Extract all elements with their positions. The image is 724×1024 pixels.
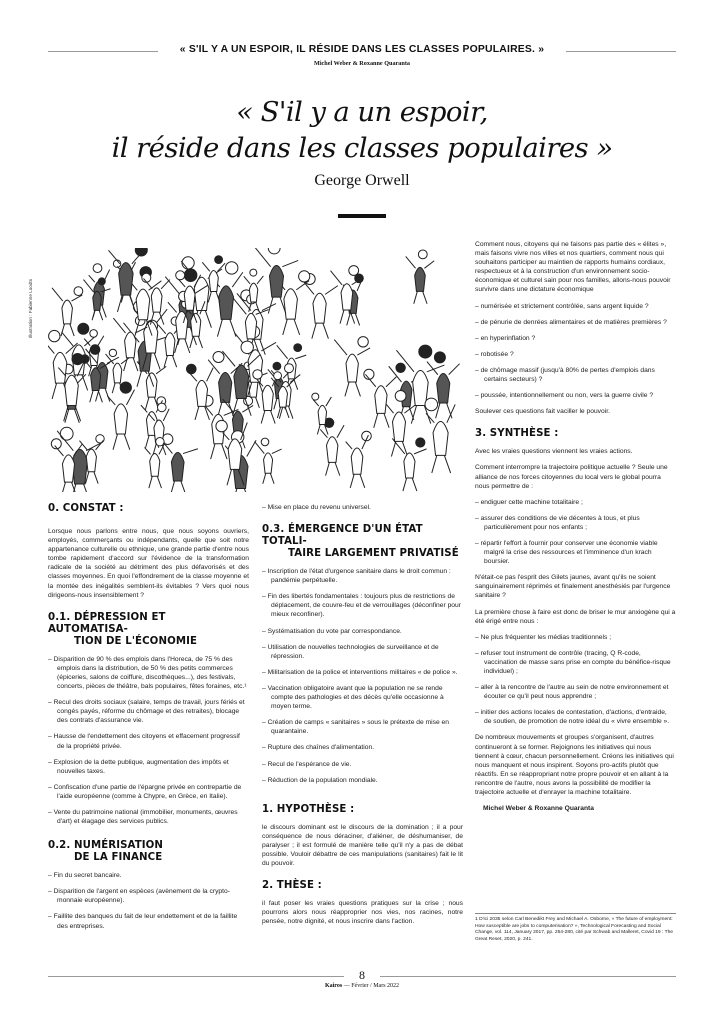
- headline-divider: [338, 214, 386, 218]
- magazine-name: Kairos: [324, 983, 343, 989]
- crowd-stroke: [273, 362, 281, 370]
- crowd-stroke: [313, 400, 319, 406]
- crowd-stroke: [335, 462, 340, 475]
- crowd-stroke: [135, 248, 147, 256]
- crowd-stroke: [120, 382, 131, 393]
- crowd-stroke: [271, 411, 276, 424]
- list-item: – Utilisation de nouvelles technologies de surveillance et de répression.: [262, 643, 439, 660]
- crowd-stroke: [418, 250, 427, 259]
- list-item: – poussée, intentionnellement ou non, vers la guerre civile ?: [475, 392, 654, 400]
- crowd-stroke: [113, 318, 125, 333]
- crowd-stroke: [183, 449, 198, 454]
- crowd-stroke: [406, 256, 416, 268]
- crowd-stroke: [444, 455, 450, 473]
- crowd-stroke: [437, 374, 450, 403]
- crowd-stroke: [247, 440, 256, 456]
- crowd-stroke: [415, 267, 426, 291]
- crowd-stroke: [74, 287, 83, 296]
- crowd-stroke: [250, 269, 257, 276]
- crowd-stroke: [96, 435, 104, 443]
- crowd-stroke: [403, 478, 407, 491]
- list-item: – Fin des libertés fondamentales : toujours plus de restrictions de déplacement, de couvre-feu et de verrouillages (déconfiner pour mieux reconfiner).: [262, 593, 461, 619]
- crowd-stroke: [124, 434, 130, 450]
- crowd-stroke: [144, 321, 158, 353]
- crowd-stroke: [323, 323, 329, 338]
- crowd-stroke: [156, 366, 166, 373]
- crowd-stroke: [133, 358, 138, 371]
- crowd-stroke: [90, 345, 100, 355]
- kicker-authors: Michel Weber & Roxanne Quaranta: [313, 60, 411, 67]
- heading-depression: [48, 612, 249, 648]
- crowd-stroke: [374, 413, 378, 427]
- crowd-stroke: [327, 437, 338, 463]
- crowd-stroke: [416, 438, 425, 447]
- crowd-stroke: [172, 355, 176, 367]
- list-numerisation: [48, 871, 249, 937]
- list-item: – Vente du patrimoine national (immobilier, monuments, œuvres d'art) et élagage des services publics.: [48, 808, 238, 826]
- crowd-stroke: [227, 469, 232, 485]
- list-item: – en hyperinflation ?: [475, 334, 536, 342]
- list-item: – répartir l'effort à fournir pour conserver une économie viable malgré la crise des ressources et l'imminence d'un krach boursier.: [475, 539, 658, 566]
- crowd-stroke: [84, 484, 90, 492]
- crowd-stroke: [384, 413, 389, 427]
- crowd-stroke: [146, 373, 157, 397]
- crowd-stroke: [191, 313, 201, 336]
- heading-numerisation-line-2: DE LA FINANCE: [74, 852, 163, 864]
- crowd-stroke: [413, 371, 429, 406]
- list-item: – de chômage massif (jusqu'à 80% de pertes d'emplois dans certains secteurs) ?: [475, 366, 655, 384]
- list-item: – Disparition de 90 % des emplois dans l'Horeca, de 75 % des emplois dans la distribution, de 50 % des petits commerces (épiceries, salons de coiffure, discothèques...), des festivals, concerts, pièces de théâtre, bals populaires, fêtes foraines, etc.¹: [48, 655, 247, 691]
- crowd-stroke: [295, 355, 306, 359]
- heading-constat: 0. CONSTAT :: [48, 503, 124, 514]
- crowd-stroke: [149, 476, 152, 488]
- heading-depression-line-2: TION DE L'ÉCONOMIE: [74, 635, 198, 647]
- crowd-stroke: [244, 276, 250, 283]
- crowd-stroke: [318, 405, 327, 424]
- crowd-stroke: [262, 385, 273, 410]
- crowd-stroke: [136, 289, 150, 320]
- crowd-stroke: [151, 288, 162, 312]
- crowd-stroke: [91, 368, 101, 391]
- crowd-stroke: [114, 404, 127, 434]
- list-item: – aller à la rencontre de l'autre au sein de notre environnement et écouter ce qu'il peut nous apprendre ;: [475, 684, 669, 701]
- crowd-stroke: [427, 365, 445, 372]
- crowd-stroke: [414, 449, 427, 454]
- crowd-stroke: [179, 279, 186, 287]
- headline-line-1: « S'il y a un espoir,: [236, 96, 488, 128]
- crowd-stroke: [232, 489, 237, 492]
- crowd-stroke: [86, 449, 96, 472]
- synthese-paragraph-1: Avec les vraies questions viennent les vraies actions.: [475, 448, 633, 456]
- crowd-stroke: [137, 371, 141, 387]
- column-2: [262, 503, 463, 926]
- list-item: – refuser tout instrument de contrôle (tracing, Q R-code, vaccination de masse sans prise en compte du bénéfice-risque individuel) ;: [475, 649, 671, 675]
- crowd-stroke: [89, 275, 95, 282]
- crowd-stroke: [419, 345, 432, 358]
- crowd-stroke: [187, 364, 197, 374]
- these-paragraph: il faut poser les vraies questions pratiques sur la crise ; nous pourrons alors nous réapproprier nos vies, nos racines, notre pensée, notre dignité, et nous inscrire dans l'action.: [262, 900, 463, 926]
- crowd-stroke: [392, 412, 405, 441]
- crowd-stroke: [219, 373, 232, 403]
- heading-synthese: 3. SYNTHÈSE :: [475, 428, 559, 440]
- crowd-stroke: [391, 441, 395, 456]
- crowd-stroke: [113, 434, 117, 450]
- column-3: [475, 240, 676, 813]
- synthese-paragraph-5: De nombreux mouvements et groupes s'organisent, d'autres continueront à se former. Rejoignons les initiatives qui nous tiennent à cœur, chacun personnellement. Créons les initiatives qui nous manquent et nous inspirent. Soyons pro-actifs plutôt que réactifs. En se réappropriant notre propre pouvoir et en allant à la rencontre de l'autre, nous avons la possibilité de modifier la trajectoire actuelle et d'enrayer la machine totalitaire.: [475, 734, 674, 797]
- crowd-stroke: [274, 398, 277, 409]
- crowd-stroke: [228, 439, 242, 470]
- crowd-stroke: [350, 474, 354, 488]
- heading-etat-totalitaire: [262, 524, 463, 560]
- crowd-stroke: [263, 473, 266, 484]
- list-item: – Rupture des chaînes d'alimentation.: [262, 744, 375, 752]
- crowd-stroke: [158, 403, 167, 412]
- crowd-stroke: [99, 310, 103, 320]
- crowd-stroke: [357, 348, 370, 355]
- list-item: – Réduction de la population mondiale.: [262, 776, 378, 784]
- crowd-stroke: [62, 332, 74, 346]
- hypothese-paragraph: le discours dominant est le discours de la domination ; il a pour conséquence de nous déraciner, d'aliéner, de déshumaniser, de paralyser ; il est formulé de manière telle qu'il n'y a pas de débat possible. Vouloir débattre de ces manipulations (sanitaires) fait le lit du pouvoir.: [262, 823, 463, 868]
- crowd-stroke: [222, 444, 227, 459]
- crowd-stroke: [62, 455, 74, 482]
- heading-hypothese: 1. HYPOTHÈSE :: [262, 803, 355, 815]
- crowd-stroke: [61, 482, 65, 492]
- crowd-stroke: [171, 452, 184, 481]
- synthese-paragraph-3: N'était-ce pas l'esprit des Gilets jaunes, avant qu'ils ne soient sanguinairement réprimés et finalement anesthésiés par l'urgence sanitaire ?: [475, 574, 671, 600]
- list-item: – de pénurie de denrées alimentaires et de matières premières ?: [475, 318, 667, 326]
- list-item: – Vaccination obligatoire avant que la population ne se rende compte des pathologies et des décès qu'elle occasionne à moyen terme.: [262, 684, 444, 711]
- list-item: – initier des actions locales de contestation, d'actions, d'entraide, de soutien, de promotion de notre idéal du « vivre ensemble ».: [475, 709, 670, 726]
- column-1: [48, 503, 249, 938]
- crowd-stroke: [230, 319, 236, 336]
- crowd-stroke: [277, 345, 288, 358]
- crowd-stroke: [98, 278, 105, 285]
- crowd-stroke: [145, 397, 149, 410]
- crowd-stroke: [299, 271, 310, 282]
- crowd-stroke: [285, 364, 294, 373]
- article-headline: [0, 94, 724, 166]
- crowd-stroke: [244, 489, 250, 492]
- crowd-stroke: [60, 427, 73, 440]
- list-item: – assurer des conditions de vie décentes à tous, et plus particulièrement pour nos enfants ;: [475, 514, 640, 531]
- crowd-stroke: [360, 474, 365, 488]
- crowd-stroke: [185, 339, 190, 353]
- crowd-stroke: [412, 478, 417, 491]
- heading-depression-line-1: 0.1. DÉPRESSION ET AUTOMATISA-: [48, 611, 166, 635]
- list-item: – Fin du secret bancaire.: [48, 872, 122, 880]
- crowd-stroke: [257, 276, 263, 284]
- crowd-stroke: [78, 323, 89, 334]
- crowd-stroke: [105, 388, 110, 401]
- intro-paragraph: Comment nous, citoyens qui ne faisons pas partie des « élites », mais faisons vivre nos villes et nos quartiers, comment nous qui souhaitons participer au maintien de rapports humains cordiaux, respectueux et à la construction d'un environnement socio-économique et culturel sain pour nos familles, allons-nous pouvoir survivre dans une dictature économique: [475, 241, 671, 294]
- list-item: – Militarisation de la police et interventions militaires « de police ».: [262, 668, 458, 676]
- crowd-stroke: [346, 442, 353, 449]
- crowd-stroke: [62, 300, 73, 324]
- crowd-stroke: [154, 353, 160, 369]
- crowd-stroke: [245, 313, 256, 338]
- crowd-stroke: [119, 263, 133, 296]
- questions-outro: Soulever ces questions fait vaciller le pouvoir.: [475, 408, 610, 416]
- headline-line-2: il réside dans les classes populaires »: [111, 132, 613, 164]
- crowd-stroke: [294, 319, 300, 335]
- crowd-stroke: [211, 444, 215, 459]
- crowd-stroke: [255, 248, 271, 267]
- crowd-stroke: [124, 358, 128, 371]
- crowd-stroke: [109, 349, 116, 356]
- crowd-stroke: [184, 286, 195, 310]
- crowd-stroke: [90, 330, 98, 338]
- crowd-stroke: [404, 453, 415, 478]
- footnote-rule: [475, 913, 676, 914]
- crowd-illustration: [48, 248, 466, 492]
- crowd-stroke: [326, 462, 330, 475]
- list-actions: [475, 633, 676, 734]
- list-item: – Ne plus fréquenter les médias traditionnels ;: [475, 633, 612, 641]
- crowd-stroke: [121, 358, 129, 364]
- crowd-stroke: [260, 339, 266, 354]
- crowd-stroke: [182, 257, 194, 269]
- crowd-stroke: [218, 263, 226, 271]
- crowd-stroke: [355, 313, 359, 325]
- crowd-stroke: [347, 313, 350, 325]
- crowd-stroke: [52, 288, 63, 301]
- crowd-stroke: [317, 424, 320, 434]
- crowd-stroke: [219, 286, 234, 319]
- crowd-stroke: [215, 256, 223, 264]
- quote-author: George Orwell: [314, 172, 410, 189]
- crowd-stroke: [79, 441, 87, 450]
- crowd-stroke: [176, 271, 185, 280]
- crowd-stroke: [207, 368, 214, 382]
- crowd-stroke: [150, 454, 160, 477]
- crowd-stroke: [98, 390, 102, 402]
- crowd-stroke: [181, 481, 186, 492]
- crowd-stroke: [249, 283, 257, 302]
- crowd-stroke: [294, 379, 298, 390]
- crowd-stroke: [346, 354, 358, 382]
- crowd-stroke: [253, 370, 262, 379]
- crowd-stroke: [98, 336, 104, 346]
- crowd-stroke: [83, 280, 93, 292]
- crowd-stroke: [164, 355, 167, 367]
- list-item: – Disparition de l'argent en espèces (avènement de la crypto-monnaie européenne).: [48, 888, 230, 905]
- crowd-stroke: [261, 342, 276, 350]
- crowd-stroke: [375, 386, 387, 414]
- issue-info: [0, 983, 724, 989]
- heading-etat-line-2: TAIRE LARGEMENT PRIVATISÉ: [288, 548, 459, 560]
- list-etat-totalitaire: [262, 567, 463, 792]
- kicker-row: [48, 44, 676, 58]
- list-item: – Hausse de l'endettement des citoyens et effacement progressif de la propriété privée.: [48, 733, 240, 750]
- crowd-stroke: [270, 473, 274, 484]
- crowd-stroke: [92, 310, 95, 320]
- list-item: – numérisée et strictement contrôlée, sans argent liquide ?: [475, 302, 649, 310]
- crowd-stroke: [282, 260, 298, 266]
- crowd-stroke: [434, 352, 445, 363]
- list-item: – Faillite des banques du fait de leur endettement et de la faillite des entreprises.: [48, 913, 238, 930]
- crowd-stroke: [283, 319, 288, 335]
- crowd-stroke: [65, 375, 78, 405]
- list-item: – robotisée ?: [475, 350, 514, 358]
- signature: Michel Weber & Roxanne Quaranta: [483, 805, 594, 813]
- issue-date: — Février / Mars 2022: [342, 983, 400, 989]
- crowd-stroke: [93, 291, 101, 310]
- crowd-stroke: [341, 284, 353, 310]
- crowd-stroke: [112, 383, 115, 393]
- synthese-paragraph-4: La première chose à faire est donc de briser le mur anxiogène qui a été érigé entre nous :: [475, 608, 676, 625]
- crowd-stroke: [425, 398, 438, 411]
- crowd-stroke: [285, 407, 289, 418]
- crowd-stroke: [226, 262, 238, 274]
- crowd-stroke: [447, 403, 452, 418]
- list-depression: [48, 655, 249, 833]
- crowd-stroke: [146, 435, 150, 447]
- crowd-stroke: [423, 291, 427, 303]
- constat-paragraph: Lorsque nous parlons entre nous, que nous soyons ouvriers, employés, commerçants ou indépendants, quelle que soit notre appartenance culturelle ou ethnique, une grande partie d'entre nous tombe rapidement d'accord sur l'évidence de la transformation radicale de la société au détriment des plus défavorisés et des classes moyennes. En quoi l'effondrement de la classe moyenne et la montée des inégalités semblent-ils évitables ? Vers quoi nous dirigeons-nous insensiblement ?: [48, 528, 249, 599]
- crowd-stroke: [256, 397, 260, 408]
- crowd-stroke: [345, 382, 349, 396]
- heading-these: 2. THÈSE :: [262, 880, 322, 892]
- list-item: – Création de camps « sanitaires » sous le prétexte de mise en quarantaine.: [262, 719, 449, 736]
- crowd-stroke: [325, 286, 338, 295]
- crowd-stroke: [312, 393, 319, 400]
- crowd-stroke: [168, 302, 177, 312]
- crowd-stroke: [396, 363, 405, 372]
- crowd-stroke: [90, 390, 93, 402]
- crowd-stroke: [156, 438, 164, 446]
- crowd-stroke: [284, 289, 298, 319]
- crowd-stroke: [94, 472, 98, 484]
- heading-etat-line-1: 0.3. ÉMERGENCE D'UN ÉTAT TOTALI-: [262, 524, 423, 548]
- crowd-stroke: [145, 447, 151, 454]
- kicker-title: « S'IL Y A UN ESPOIR, IL RÉSIDE DANS LES CLASSES POPULAIRES. »: [179, 44, 545, 55]
- crowd-stroke: [269, 265, 283, 297]
- crowd-stroke: [234, 365, 249, 398]
- crowd-stroke: [358, 337, 368, 347]
- illustration-credit: Illustration : Fabienne Loodts: [28, 279, 33, 338]
- crowd-stroke: [161, 280, 170, 289]
- list-questions: [475, 302, 676, 408]
- heading-numerisation-line-1: 0.2. NUMÉRISATION: [48, 840, 164, 852]
- crowd-stroke: [264, 453, 273, 473]
- crowd-stroke: [202, 262, 210, 271]
- footer-rule-right: [380, 976, 676, 977]
- crowd-stroke: [414, 291, 418, 303]
- crowd-stroke: [331, 271, 342, 285]
- crowd-stroke: [312, 323, 316, 338]
- crowd-stroke: [349, 266, 359, 276]
- heading-numerisation: [48, 840, 249, 864]
- crowd-stroke: [268, 248, 280, 254]
- crowd-stroke: [261, 411, 265, 424]
- list-objectives: [475, 498, 676, 574]
- crowd-stroke: [395, 391, 406, 402]
- list-item: – Explosion de la dette publique, augmentation des impôts et nouvelles taxes.: [48, 758, 229, 775]
- crowd-stroke: [337, 425, 344, 438]
- crowd-stroke: [157, 476, 161, 488]
- page-number: 8: [359, 968, 365, 982]
- crowd-stroke: [424, 261, 434, 269]
- crowd-stroke: [49, 330, 60, 341]
- crowd-stroke: [313, 293, 326, 323]
- crowd-stroke: [205, 310, 211, 327]
- crowd-stroke: [294, 344, 302, 352]
- crowd-stroke: [52, 383, 57, 399]
- crowd-stroke: [113, 363, 122, 383]
- crowd-stroke: [334, 340, 347, 356]
- crowd-stroke: [386, 377, 396, 387]
- crowd-stroke: [351, 448, 363, 474]
- crowd-stroke: [72, 354, 83, 365]
- crowd-stroke: [165, 333, 175, 356]
- list-item: – Confiscation d'une partie de l'épargne privée en contrepartie de l'aide européenne (comme à Chypre, en Grèce, en Italie).: [48, 783, 242, 800]
- crowd-stroke: [190, 374, 197, 382]
- kicker-rule-right: [566, 51, 676, 52]
- crowd-stroke: [102, 305, 106, 317]
- crowd-stroke: [261, 438, 269, 446]
- crowd-stroke: [217, 319, 222, 336]
- crowd-stroke: [241, 341, 253, 353]
- crowd-stroke: [433, 421, 448, 455]
- crowd-stroke: [449, 364, 460, 375]
- crowd-stroke: [184, 269, 197, 282]
- crowd-stroke: [125, 332, 136, 358]
- crowd-stroke: [216, 420, 227, 431]
- crowd-stroke: [158, 325, 165, 334]
- crowd-stroke: [170, 481, 174, 492]
- crowd-stroke: [93, 264, 102, 273]
- crowd-stroke: [142, 273, 151, 282]
- crowd-stroke: [70, 324, 74, 336]
- crowd-stroke: [196, 380, 208, 406]
- crowd-stroke: [232, 272, 243, 287]
- crowd-stroke: [432, 455, 437, 473]
- crowd-stroke: [274, 372, 282, 380]
- crowd-stroke: [86, 442, 102, 450]
- list-item: – Inscription de l'état d'urgence sanitaire dans le droit commun : pandémie perpétuelle.: [262, 568, 451, 585]
- list-item: – endiguer cette machine totalitaire ;: [475, 498, 583, 506]
- crowd-stroke: [326, 397, 332, 406]
- crowd-stroke: [340, 310, 344, 324]
- list-item: – Recul de l'espérance de vie.: [262, 760, 352, 768]
- crowd-stroke: [222, 351, 235, 366]
- crowd-stroke: [209, 271, 218, 292]
- footnote: 1 D'ici 2035 selon Carl Benedikt Frey and Michael A. Osborne, « The future of employment: How susceptible are jobs to computerisation? », Technological Forecasting and Social Change, vol. 114, January 2017, pp. 254-280, cité par Schwab and Malleret, Covid 19 : The Great Reset, 2020, p. 241.: [475, 917, 674, 942]
- crowd-stroke: [213, 352, 224, 363]
- list-item: – Systématisation du vote par correspondance.: [262, 627, 402, 635]
- crowd-stroke: [117, 295, 122, 312]
- crowd-stroke: [190, 336, 193, 348]
- synthese-paragraph-2: Comment interrompre la trajectoire politique actuelle ? Seule une alliance de nos forces citoyennes du local vers le global pourra nous permettre de :: [475, 464, 668, 490]
- list-item: – Recul des droits sociaux (salaire, temps de travail, jours fériés et congés payés, réforme du chômage et des retraites), blocage des contrats d'assurance vie.: [48, 699, 245, 725]
- crowd-stroke: [53, 352, 67, 383]
- crowd-stroke: [195, 406, 199, 420]
- crowd-stroke: [198, 336, 202, 348]
- crowd-stroke: [272, 449, 282, 454]
- crowd-stroke: [72, 295, 83, 301]
- crowd-stroke: [278, 386, 287, 407]
- crowd-stroke: [355, 382, 360, 396]
- list-item: – Mise en place du revenu universel.: [262, 504, 371, 511]
